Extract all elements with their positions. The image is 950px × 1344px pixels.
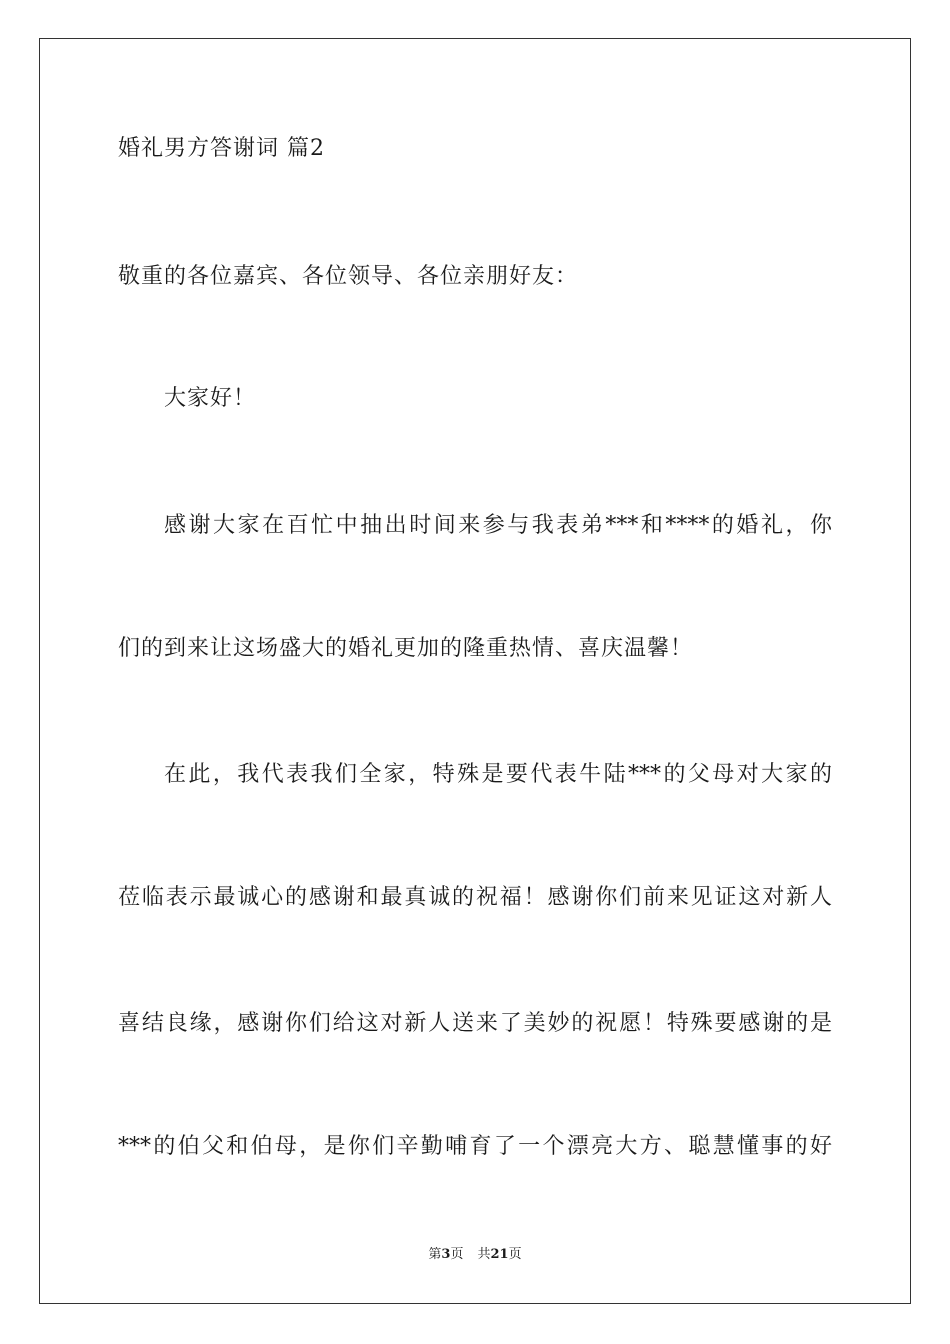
page-footer — [0, 1246, 950, 1264]
greeting: 大家好！ — [164, 386, 257, 411]
total-prefix: 共 — [477, 1247, 491, 1262]
page-border — [39, 38, 911, 1304]
page-suffix: 页 — [450, 1247, 464, 1262]
paragraph-line-5: 喜结良缘，感谢你们给这对新人送来了美妙的祝愿！特殊要感谢的是 — [118, 1011, 832, 1036]
paragraph-line-3: 在此，我代表我们全家，特殊是要代表牛陆***的父母对大家的 — [164, 762, 832, 787]
paragraph-line-2: 们的到来让这场盛大的婚礼更加的隆重热情、喜庆温馨！ — [118, 636, 694, 661]
page-prefix: 第 — [428, 1247, 442, 1262]
current-page-number: 3 — [441, 1247, 451, 1262]
paragraph-line-6: ***的伯父和伯母，是你们辛勤哺育了一个漂亮大方、聪慧懂事的好 — [118, 1134, 832, 1159]
paragraph-line-4: 莅临表示最诚心的感谢和最真诚的祝福！感谢你们前来见证这对新人 — [118, 885, 832, 910]
total-page-count: 21 — [490, 1247, 509, 1262]
paragraph-line-1: 感谢大家在百忙中抽出时间来参与我表弟***和****的婚礼，你 — [164, 513, 832, 538]
document-heading: 婚礼男方答谢词 篇2 — [118, 136, 325, 161]
salutation: 敬重的各位嘉宾、各位领导、各位亲朋好友： — [118, 264, 579, 289]
total-suffix: 页 — [508, 1247, 522, 1262]
